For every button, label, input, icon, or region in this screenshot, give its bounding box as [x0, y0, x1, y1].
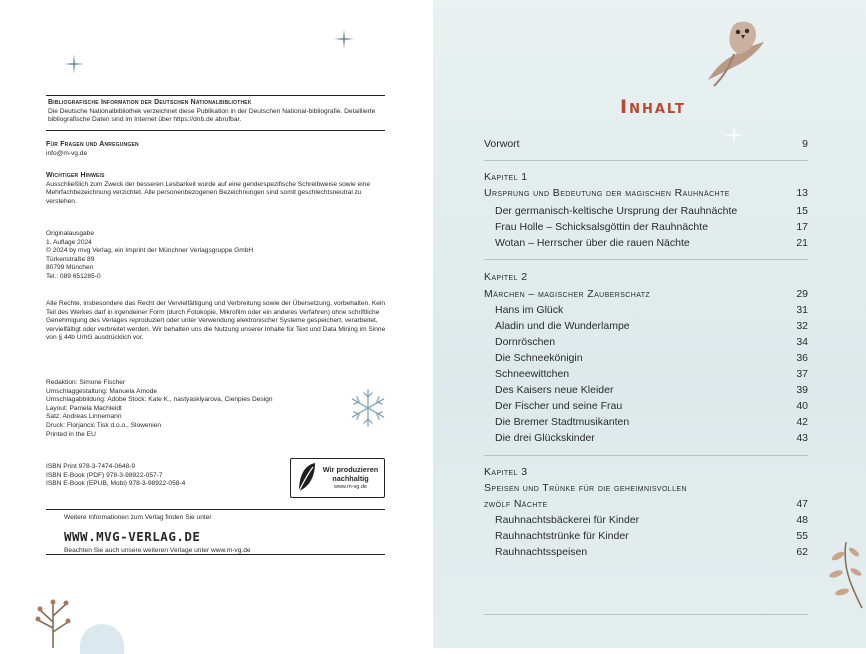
toc-entry-page: 40 [796, 400, 808, 412]
rights-block [46, 300, 391, 343]
sparkle-star-icon [334, 29, 354, 49]
toc-entry[interactable] [495, 384, 808, 396]
leaf-branch-icon [812, 538, 866, 610]
toc-entry-label: Wotan – Herrscher über die rauen Nächte [495, 237, 690, 249]
imprint-page [0, 0, 433, 648]
toc-entry[interactable] [495, 400, 808, 412]
chapter-title: Ursprung und Bedeutung der magischen Rauhnächte [484, 187, 730, 199]
toc-entry-label: Rauhnachtsspeisen [495, 546, 588, 558]
sustainability-badge [290, 458, 385, 498]
edition-line: Originalausgabe [46, 230, 95, 237]
credit-line: Layout: Pamela Machleidt [46, 404, 122, 412]
toc-entry-page: 9 [802, 138, 808, 150]
toc-entry-page: 48 [796, 514, 808, 526]
isbn-block [46, 463, 276, 489]
snow-bush-decoration [80, 624, 124, 654]
owl-icon [700, 14, 770, 94]
toc-entry-label: Des Kaisers neue Kleider [495, 384, 614, 396]
toc-entry[interactable] [495, 530, 808, 542]
toc-entry-page: 29 [796, 288, 808, 300]
edition-line: Tel.: 089 651285-0 [46, 272, 101, 280]
toc-entry-page: 62 [796, 546, 808, 558]
toc-entry[interactable] [495, 221, 808, 233]
toc-entry-page: 13 [796, 187, 808, 199]
isbn-line: ISBN E-Book (PDF) 978-3-98922-057-7 [46, 471, 163, 479]
edition-line: © 2024 by mvg Verlag, ein Imprint der Münchner Verlagsgruppe GmbH [46, 247, 254, 255]
badge-line1: Wir produzieren [322, 464, 379, 474]
divider [484, 614, 808, 615]
toc-entry[interactable] [495, 546, 808, 558]
chapter-1-label: Kapitel 1 [484, 171, 528, 183]
toc-entry[interactable] [495, 237, 808, 249]
credit-line: Satz: Andreas Linnemann [46, 413, 122, 421]
toc-entry-label: Frau Holle – Schicksalsgöttin der Rauhnächte [495, 221, 709, 233]
divider [484, 160, 808, 161]
toc-entry-page: 39 [796, 384, 808, 396]
divider [484, 259, 808, 260]
bibliographic-info-box [46, 95, 385, 131]
chapter-3-label: Kapitel 3 [484, 466, 528, 478]
website-box [46, 509, 385, 555]
contents-title: Inhalt [620, 96, 686, 118]
toc-entry[interactable] [495, 304, 808, 316]
toc-entry-page: 37 [796, 368, 808, 380]
badge-line2: nachhaltig [332, 473, 369, 483]
toc-entry-vorwort[interactable] [484, 138, 808, 150]
toc-entry-label: Rauhnachtstrünke für Kinder [495, 530, 629, 542]
isbn-line: ISBN Print 978-3-7474-0648-9 [46, 463, 136, 470]
website-link[interactable]: WWW.MVG-VERLAG.DE [64, 528, 201, 544]
credit-line: Umschlaggestaltung: Manuela Amode [46, 387, 158, 395]
chapter-title: zwölf Nächte [484, 498, 548, 510]
isbn-line: ISBN E-Book (EPUB, Mobi) 978-3-98922-058-4 [46, 480, 186, 488]
sparkle-star-icon [64, 54, 84, 74]
toc-entry-label: Die drei Glückskinder [495, 432, 595, 444]
toc-entry-page: 34 [796, 336, 808, 348]
credit-line: Druck: Florjancic Tisk d.o.o., Slowenien [46, 421, 162, 429]
toc-entry-page: 15 [796, 205, 808, 217]
tree-branch-icon [28, 592, 78, 648]
toc-entry-page: 36 [796, 352, 808, 364]
toc-entry[interactable] [495, 432, 808, 444]
credit-line: Redaktion: Simone Fischer [46, 379, 126, 386]
edition-line: Türkenstraße 89 [46, 255, 95, 263]
toc-entry[interactable] [495, 352, 808, 364]
rights-text: Alle Rechte, insbesondere das Recht der Vervielfältigung und Verbreitung sowie der Übersetzung, vorbehalten. Kein Teil des Werkes darf in irgendeiner Form (durch Fotokopie, Mikrofilm oder ein anderes Verfahren) ohne schriftliche Genehmigung des Verlages reproduziert oder unter Verwendung elektronischer Systeme gespeichert, verarbeitet, vervielfältigt oder verbreitet werden. Wir behalten uns die Nutzung unserer Inhalte für Text und Data Mining im Sinne von § 44b UrhG ausdrücklich vor. [46, 300, 386, 342]
toc-entry-label: Rauhnachtsbäckerei für Kinder [495, 514, 640, 526]
credit-line: Umschlagabbildung: Adobe Stock: Kate K., nastyasklyarova, Cienpies Design [46, 396, 273, 404]
contact-block [46, 141, 391, 158]
edition-line: 80799 München [46, 264, 94, 272]
badge-url: www.m-vg.de [333, 483, 367, 490]
toc-entry[interactable] [495, 336, 808, 348]
toc-entry-page: 55 [796, 530, 808, 542]
toc-entry-label: Die Bremer Stadtmusikanten [495, 416, 630, 428]
toc-entry-page: 47 [796, 498, 808, 510]
toc-chapter-3[interactable] [484, 498, 808, 510]
notice-text: Ausschließlich zum Zweck der besseren Lesbarkeit wurde auf eine genderspezifische Schreibweise sowie eine Mehrfachbezeichnung verzichtet. Alle personenbezogenen Bezeichnungen sind somit geschlechtsneutral zu verstehen. [46, 180, 370, 205]
chapter-3-title-line1: Speisen und Trünke für die geheimnisvollen [484, 482, 687, 494]
toc-entry-page: 21 [796, 237, 808, 249]
bib-heading: Bibliografische Information der Deutschen Nationalbibliothek [48, 99, 252, 106]
toc-entry[interactable] [495, 205, 808, 217]
edition-line: 1. Auflage 2024 [46, 238, 92, 246]
contact-heading: Für Fragen und Anregungen [46, 141, 139, 148]
chapter-2-label: Kapitel 2 [484, 271, 528, 283]
toc-entry-page: 32 [796, 320, 808, 332]
toc-entry-label: Vorwort [484, 138, 520, 150]
divider [484, 455, 808, 456]
toc-entry-page: 17 [796, 221, 808, 233]
toc-entry[interactable] [495, 368, 808, 380]
toc-entry-label: Dornröschen [495, 336, 556, 348]
credit-line: Printed in the EU [46, 430, 96, 438]
toc-entry-page: 31 [796, 304, 808, 316]
toc-entry[interactable] [495, 416, 808, 428]
toc-entry-label: Aladin und die Wunderlampe [495, 320, 630, 332]
toc-chapter-1[interactable] [484, 187, 808, 199]
toc-entry-label: Der germanisch-keltische Ursprung der Rauhnächte [495, 205, 738, 217]
bib-text: Die Deutsche Nationalbibliothek verzeichnet diese Publikation in der Deutschen National-bibliografie. Detaillierte bibliografische Daten sind im Internet über https://dnb.de abrufbar. [48, 107, 376, 124]
toc-entry-label: Der Fischer und seine Frau [495, 400, 623, 412]
notice-heading: Wichtiger Hinweis [46, 172, 105, 179]
notice-block [46, 172, 391, 206]
badge-text [317, 465, 384, 492]
toc-entry-page: 42 [796, 416, 808, 428]
snowflake-icon [348, 388, 388, 428]
toc-entry-label: Hans im Glück [495, 304, 564, 316]
toc-entry-page: 43 [796, 432, 808, 444]
leaf-icon [295, 461, 317, 495]
toc-entry-label: Die Schneekönigin [495, 352, 583, 364]
toc-chapter-2[interactable] [484, 288, 808, 300]
more-publishers-text: Beachten Sie auch unsere weiteren Verlage unter www.m-vg.de [64, 546, 251, 554]
toc-entry[interactable] [495, 320, 808, 332]
toc-entry[interactable] [495, 514, 808, 526]
contact-email: info@m-vg.de [46, 149, 88, 157]
more-info-text: Weitere Informationen zum Verlag finden Sie unter [64, 514, 212, 521]
credits-block [46, 379, 391, 439]
chapter-title: Märchen – magischer Zauberschatz [484, 288, 651, 300]
edition-block [46, 230, 391, 282]
toc-entry-label: Schneewittchen [495, 368, 570, 380]
